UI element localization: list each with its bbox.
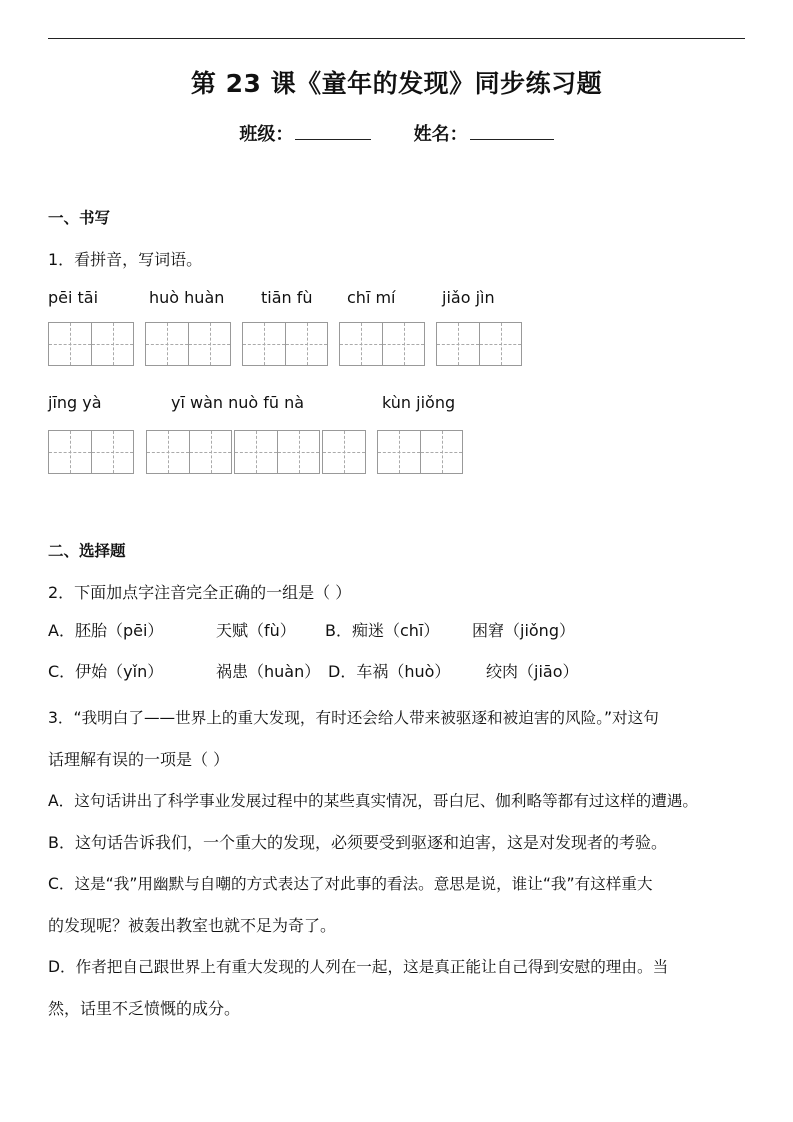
grid-cell[interactable] [243, 323, 285, 365]
option-b[interactable]: B．痴迷（chī） [325, 621, 440, 640]
pinyin-label: jiǎo jìn [442, 288, 495, 307]
writing-grid[interactable] [377, 430, 463, 474]
writing-grid[interactable] [339, 322, 425, 366]
q3-option-c[interactable]: C．这是“我”用幽默与自嘲的方式表达了对此事的看法。意思是说，谁让“我”有这样重大 [48, 875, 653, 893]
page-title: 第 23 课《童年的发现》同步练习题 [190, 69, 603, 98]
writing-grid[interactable] [146, 430, 232, 474]
question-2-stem: 2．下面加点字注音完全正确的一组是（ ） [48, 583, 352, 602]
option-c[interactable]: C．伊始（yǐn） [48, 662, 164, 681]
grid-cell[interactable] [49, 323, 91, 365]
grid-cell[interactable] [437, 323, 479, 365]
pinyin-label: tiān fù [261, 288, 313, 307]
writing-grid[interactable] [436, 322, 522, 366]
grid-cell[interactable] [285, 323, 327, 365]
name-label: 姓名： [413, 124, 468, 145]
pinyin-label: huò huàn [149, 288, 225, 307]
writing-grid[interactable] [322, 430, 366, 474]
grid-cell[interactable] [146, 323, 188, 365]
pinyin-label: pēi tāi [48, 288, 99, 307]
option-a[interactable]: A．胚胎（pēi） [48, 621, 164, 640]
grid-cell[interactable] [91, 323, 133, 365]
grid-cell[interactable] [91, 431, 133, 473]
class-blank[interactable] [295, 123, 371, 140]
class-label: 班级： [239, 124, 294, 145]
writing-grid[interactable] [242, 322, 328, 366]
grid-cell[interactable] [323, 431, 365, 473]
q3-option-a[interactable]: A．这句话讲出了科学事业发展过程中的某些真实情况，哥白尼、伽利略等都有过这样的遭遇。 [48, 792, 699, 810]
grid-cell[interactable] [235, 431, 277, 473]
student-info-row [0, 120, 793, 146]
grid-cell[interactable] [49, 431, 91, 473]
option-c-second: 祸患（huàn） [216, 662, 321, 681]
q3-option-c-cont: 的发现呢？被轰出教室也就不足为奇了。 [48, 916, 337, 935]
q3-option-b[interactable]: B．这句话告诉我们，一个重大的发现，必须要受到驱逐和迫害，这是对发现者的考验。 [48, 833, 667, 852]
q3-option-d[interactable]: D．作者把自己跟世界上有重大发现的人列在一起，这是真正能让自己得到安慰的理由。当 [48, 958, 669, 976]
name-blank[interactable] [470, 123, 554, 140]
pinyin-label: jīng yà [48, 393, 102, 412]
writing-grid[interactable] [234, 430, 320, 474]
question-1-stem: 1．看拼音，写词语。 [48, 250, 203, 269]
section-heading-choice: 二、选择题 [48, 542, 126, 560]
name-field [414, 120, 554, 146]
question-3-stem-cont: 话理解有误的一项是（ ） [48, 750, 230, 769]
grid-cell[interactable] [479, 323, 521, 365]
pinyin-label: yī wàn nuò fū nà [171, 393, 305, 412]
writing-grid[interactable] [48, 430, 134, 474]
grid-cell[interactable] [188, 323, 230, 365]
question-3-stem: 3．“我明白了——世界上的重大发现，有时还会给人带来被驱逐和被迫害的风险。”对这句 [48, 709, 659, 727]
grid-cell[interactable] [378, 431, 420, 473]
writing-grid[interactable] [145, 322, 231, 366]
grid-cell[interactable] [382, 323, 424, 365]
top-rule [48, 38, 745, 39]
grid-cell[interactable] [420, 431, 462, 473]
pinyin-label: chī mí [347, 288, 396, 307]
grid-cell[interactable] [340, 323, 382, 365]
pinyin-label: kùn jiǒng [382, 393, 456, 412]
section-heading-writing: 一、书写 [48, 209, 111, 227]
class-field [239, 120, 371, 146]
option-d-second: 绞肉（jiāo） [486, 662, 579, 681]
writing-grid[interactable] [48, 322, 134, 366]
grid-cell[interactable] [189, 431, 231, 473]
option-d[interactable]: D．车祸（huò） [328, 662, 451, 681]
option-a-second: 天赋（fù） [216, 621, 296, 640]
grid-cell[interactable] [147, 431, 189, 473]
q3-option-d-cont: 然，话里不乏愤慨的成分。 [48, 999, 241, 1018]
grid-cell[interactable] [277, 431, 319, 473]
option-b-second: 困窘（jiǒng） [472, 621, 575, 640]
